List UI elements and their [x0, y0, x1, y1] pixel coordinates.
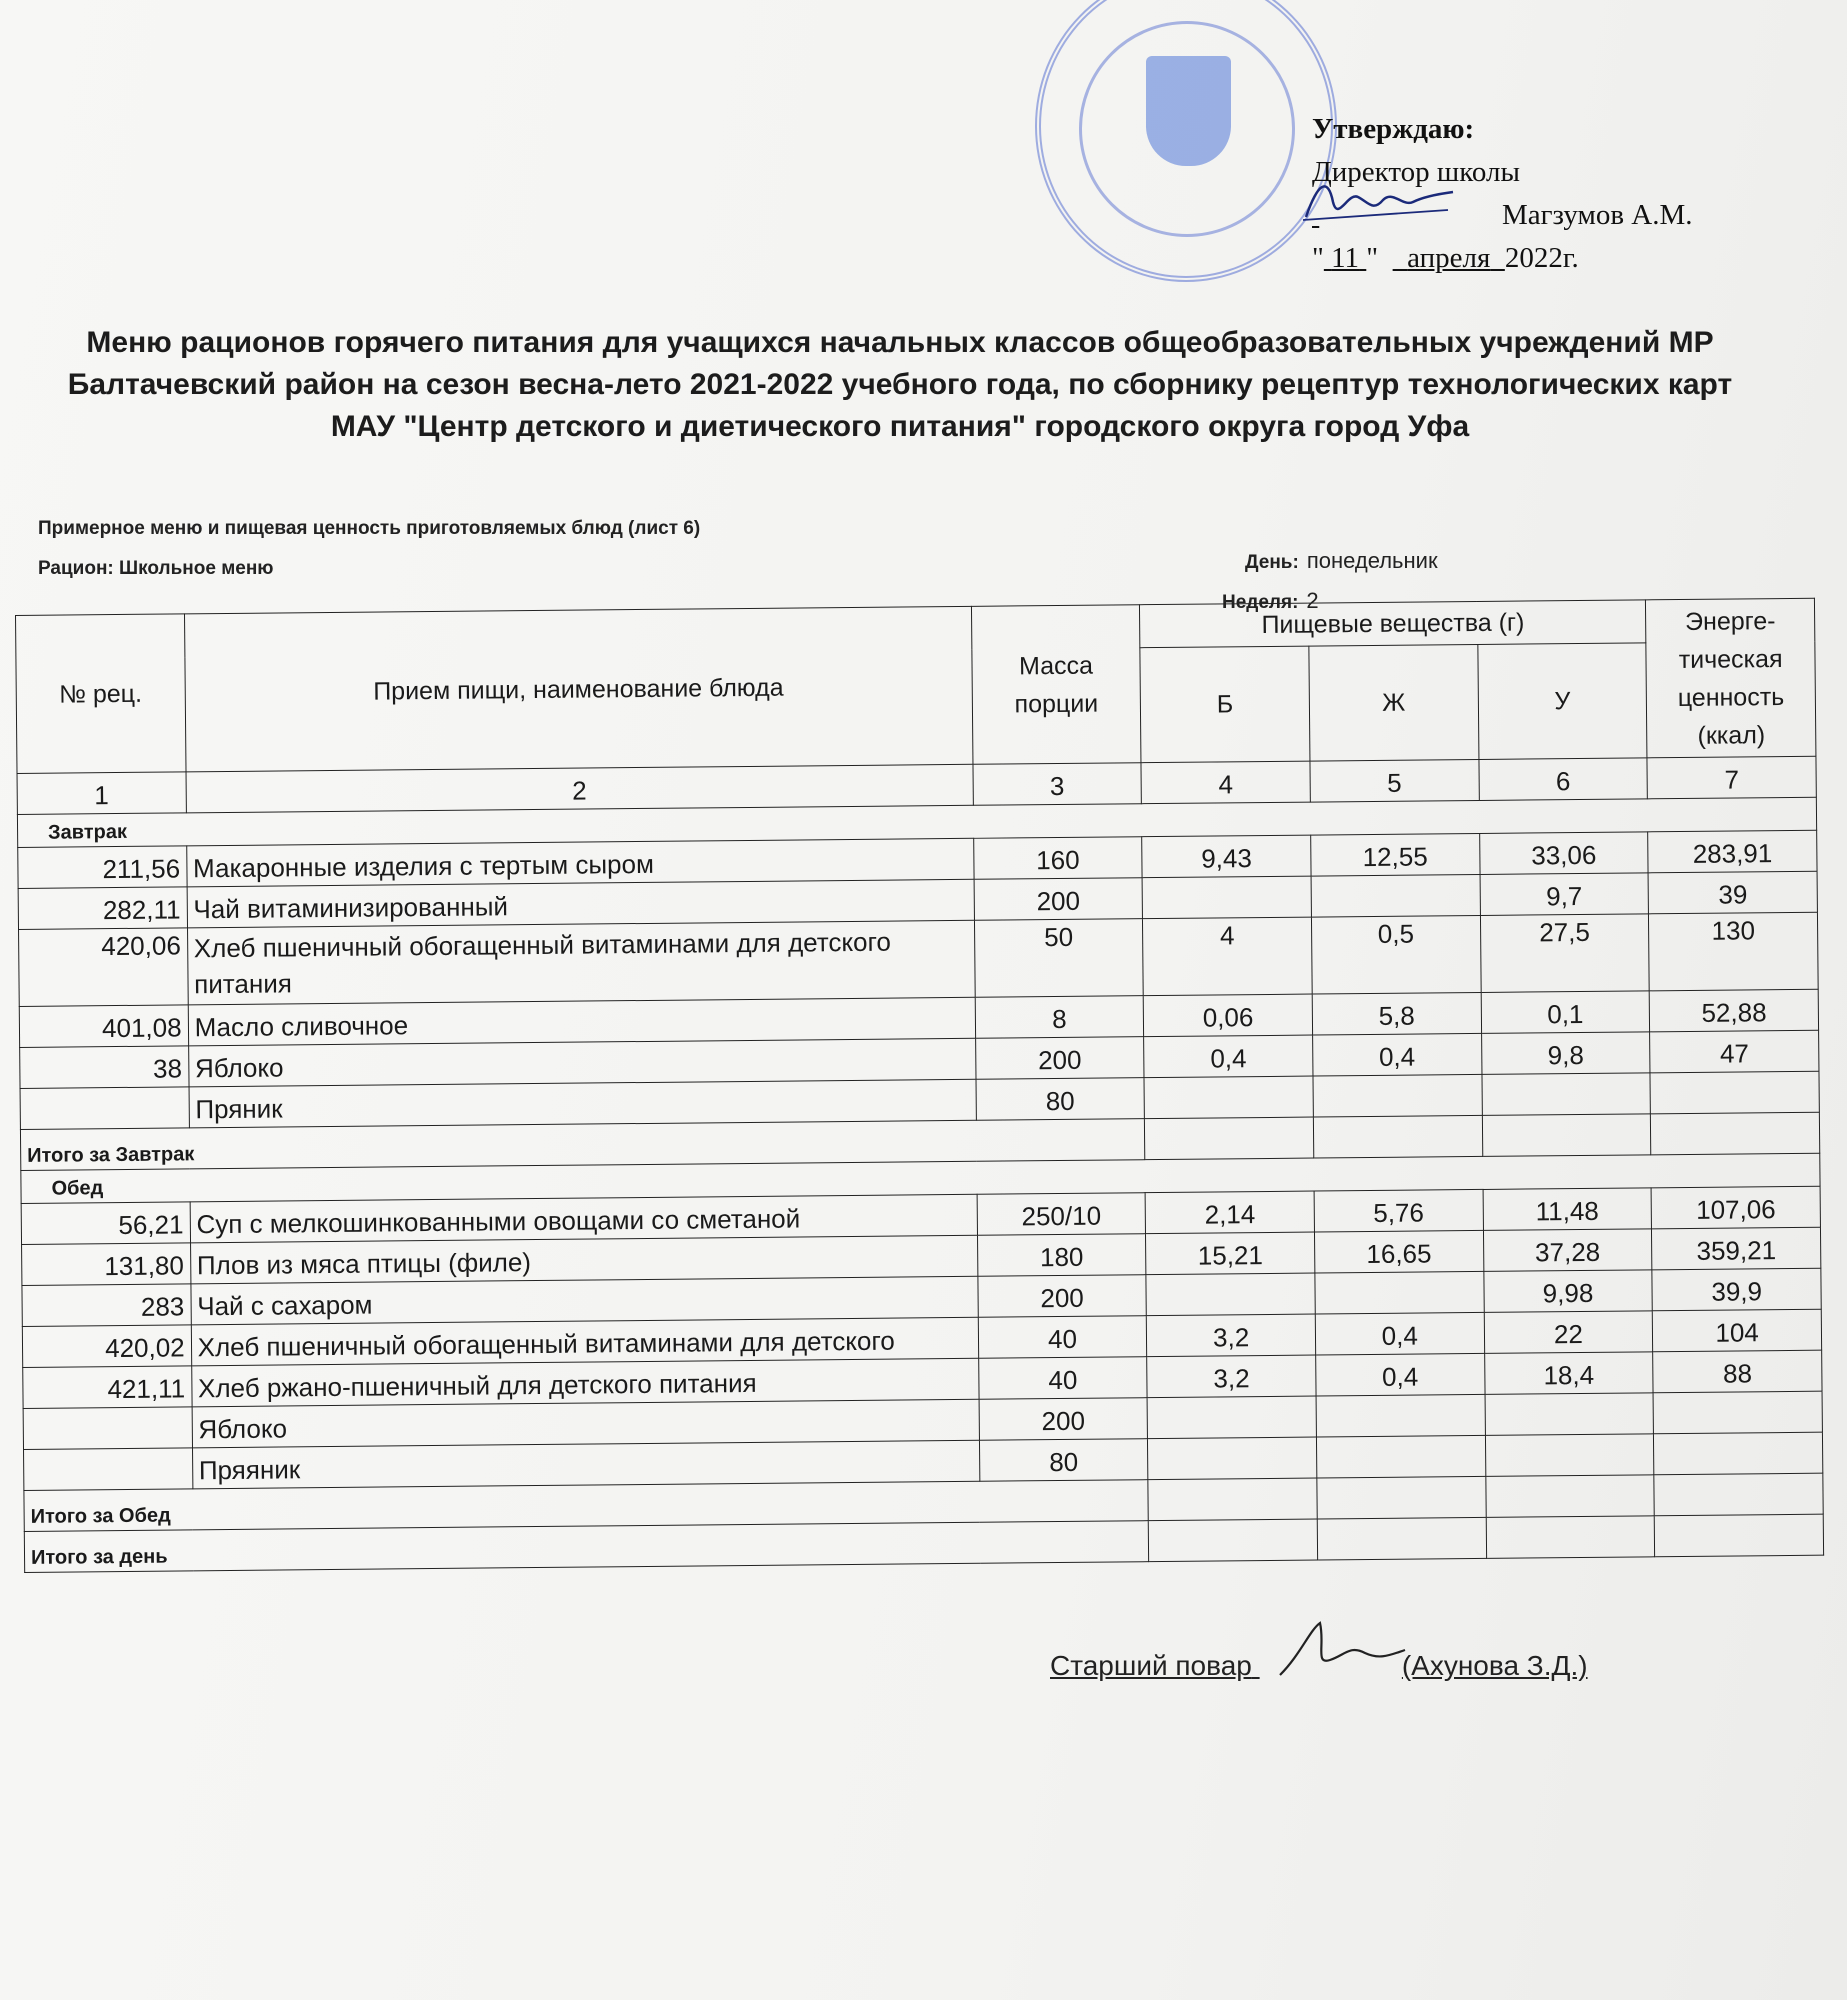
cell-dish: Плов из мяса птицы (филе) [190, 1235, 977, 1284]
header-energy: Энерге-тическая ценность (ккал) [1646, 598, 1816, 758]
cell-rec: 282,11 [18, 887, 187, 930]
cell-mass: 250/10 [977, 1193, 1146, 1236]
cell-protein: 3,2 [1147, 1355, 1316, 1398]
cell-carbs [1485, 1393, 1654, 1436]
cell-mass: 200 [979, 1398, 1148, 1441]
cell-fat [1316, 1435, 1485, 1478]
cell-fat: 0,4 [1313, 1033, 1482, 1076]
col-number: 4 [1141, 761, 1310, 804]
cell-rec: 421,11 [23, 1366, 192, 1409]
cell-mass: 40 [978, 1316, 1147, 1359]
col-number: 6 [1479, 758, 1648, 801]
cell-protein: 9,43 [1142, 835, 1311, 878]
cell-mass: 80 [979, 1439, 1148, 1482]
breakfast-label: Завтрак [17, 797, 1816, 847]
director-signature [1298, 172, 1458, 232]
cell-protein [1142, 876, 1311, 919]
cell-protein [1146, 1273, 1315, 1316]
cell-rec: 420,02 [22, 1325, 191, 1368]
cell-dish: Пряяник [192, 1440, 979, 1489]
cell-protein: 3,2 [1147, 1314, 1316, 1357]
cell-carbs [1485, 1434, 1654, 1477]
cell-dish: Яблоко [188, 1038, 975, 1087]
approval-year: 2022г. [1504, 242, 1579, 274]
cell-kcal: 283,91 [1648, 830, 1817, 873]
header-rec: № рец. [16, 614, 186, 774]
cell-rec: 283 [22, 1284, 191, 1327]
cook-title: Старший повар [1050, 1650, 1252, 1681]
cell-kcal: 104 [1653, 1309, 1822, 1352]
cell-rec: 56,21 [21, 1202, 190, 1245]
cell-carbs: 11,48 [1483, 1188, 1652, 1231]
cell-mass: 50 [974, 919, 1143, 998]
approval-position: Директор школы [1312, 156, 1520, 188]
header-mass: Масса порции [971, 605, 1141, 765]
cell-mass: 200 [978, 1275, 1147, 1318]
approval-month: апреля [1407, 242, 1491, 274]
cell-kcal [1651, 1112, 1820, 1155]
cell-carbs: 9,98 [1483, 1270, 1652, 1313]
cell-carbs: 37,28 [1483, 1229, 1652, 1272]
cell-kcal: 130 [1649, 912, 1818, 991]
cell-kcal: 52,88 [1649, 989, 1818, 1032]
cell-fat [1313, 1074, 1482, 1117]
cell-fat [1317, 1517, 1486, 1560]
cell-protein [1144, 1076, 1313, 1119]
day-label: День: [1245, 552, 1299, 573]
cell-kcal [1650, 1071, 1819, 1114]
cell-mass: 8 [975, 996, 1144, 1039]
cell-kcal [1655, 1514, 1824, 1557]
cell-fat: 12,55 [1311, 833, 1480, 876]
cell-fat [1315, 1271, 1484, 1314]
cook-signature [1270, 1615, 1410, 1685]
cell-carbs: 27,5 [1480, 914, 1649, 993]
school-stamp [1035, 0, 1337, 282]
cell-dish: Макаронные изделия с тертым сыром [186, 838, 973, 887]
cell-kcal: 39,9 [1652, 1268, 1821, 1311]
cell-protein: 15,21 [1146, 1232, 1315, 1275]
cell-dish: Хлеб пшеничный обогащенный витаминами для детского питания [187, 920, 975, 1005]
cell-protein: 4 [1143, 917, 1312, 996]
cell-fat [1311, 874, 1480, 917]
header-carbs: У [1477, 643, 1647, 760]
col-number: 2 [186, 764, 973, 813]
cell-protein: 0,4 [1144, 1035, 1313, 1078]
cell-kcal: 107,06 [1651, 1186, 1820, 1229]
cell-dish: Чай с сахаром [191, 1276, 978, 1325]
day-total-label: Итого за день [24, 1521, 1149, 1573]
cell-fat: 5,76 [1314, 1189, 1483, 1232]
approval-heading: Утверждаю: [1312, 113, 1475, 145]
lunch-label: Обед [21, 1153, 1820, 1203]
approval-name: Магзумов А.М. [1502, 199, 1693, 231]
cell-dish: Масло сливочное [188, 997, 975, 1046]
cell-rec: 401,08 [19, 1005, 188, 1048]
cell-carbs: 33,06 [1479, 832, 1648, 875]
cell-kcal: 47 [1650, 1030, 1819, 1073]
subtitle: Примерное меню и пищевая ценность приготовляемых блюд (лист 6) [38, 518, 701, 539]
cell-rec: 420,06 [19, 928, 188, 1007]
cell-rec: 131,80 [22, 1243, 191, 1286]
cell-fat: 0,4 [1315, 1312, 1484, 1355]
cell-carbs: 22 [1484, 1311, 1653, 1354]
cell-carbs: 18,4 [1484, 1352, 1653, 1395]
cell-rec: 38 [20, 1046, 189, 1089]
header-dish: Прием пищи, наименование блюда [184, 606, 973, 772]
cell-rec [24, 1448, 193, 1491]
cell-mass: 160 [973, 837, 1142, 880]
cell-protein [1149, 1519, 1318, 1562]
cell-dish: Хлеб пшеничный обогащенный витаминами для детского [191, 1317, 978, 1366]
cell-mass: 200 [974, 878, 1143, 921]
menu-table [15, 598, 1824, 1573]
approval-day: 11 [1331, 242, 1360, 274]
cell-fat: 0,4 [1316, 1353, 1485, 1396]
cell-dish: Яблоко [192, 1399, 979, 1448]
coat-of-arms-icon [1146, 56, 1231, 166]
cell-carbs: 9,7 [1480, 873, 1649, 916]
cell-protein [1147, 1396, 1316, 1439]
approval-date: " 11 " апреля 2022г. [1312, 242, 1579, 274]
cell-kcal [1653, 1391, 1822, 1434]
cell-carbs [1486, 1516, 1655, 1559]
cell-protein [1145, 1117, 1314, 1160]
cell-kcal [1654, 1432, 1823, 1475]
week-label: Неделя: [1222, 592, 1299, 613]
cell-dish: Суп с мелкошинкованными овощами со сметаной [190, 1194, 977, 1243]
cell-carbs: 0,1 [1481, 991, 1650, 1034]
cell-carbs [1482, 1073, 1651, 1116]
cook-name: (Ахунова З.Д.) [1401, 1650, 1588, 1681]
cell-mass: 180 [977, 1234, 1146, 1277]
ration-label: Рацион: Школьное меню [38, 558, 274, 579]
week-value: 2 [1306, 588, 1319, 613]
header-fat: Ж [1309, 644, 1479, 761]
cell-dish: Чай витаминизированный [187, 879, 974, 928]
cell-dish: Хлеб ржано-пшеничный для детского питания [191, 1358, 978, 1407]
cell-kcal [1654, 1473, 1823, 1516]
cell-fat [1316, 1394, 1485, 1437]
day-field [1245, 548, 1438, 574]
cell-fat: 0,5 [1311, 915, 1480, 994]
cell-kcal: 359,21 [1652, 1227, 1821, 1270]
cell-dish: Пряник [189, 1079, 976, 1128]
cell-protein: 2,14 [1145, 1191, 1314, 1234]
lunch-total-label: Итого за Обед [24, 1480, 1149, 1532]
cell-fat: 16,65 [1314, 1230, 1483, 1273]
document-title: Меню рационов горячего питания для учащихся начальных классов общеобразовательных учреждений МР Балтачевский район на сезон весна-лето 2021-2022 учебного года, по сборнику рецептур технологических карт МАУ "Центр детского и диетического питания" городского округа город Уфа [67, 326, 1733, 443]
cell-protein [1148, 1437, 1317, 1480]
cell-protein [1148, 1478, 1317, 1521]
cell-carbs [1485, 1475, 1654, 1518]
cell-protein: 0,06 [1144, 994, 1313, 1037]
cell-kcal: 39 [1648, 871, 1817, 914]
col-number: 5 [1310, 759, 1479, 802]
header-nutrients: Пищевые вещества (г) [1140, 600, 1646, 648]
col-number: 1 [17, 772, 186, 815]
col-number: 3 [973, 763, 1142, 806]
col-number: 7 [1647, 756, 1816, 799]
cell-mass: 80 [976, 1078, 1145, 1121]
cell-carbs [1482, 1114, 1651, 1157]
cell-fat [1313, 1115, 1482, 1158]
header-protein: Б [1140, 646, 1310, 763]
cell-fat: 5,8 [1312, 992, 1481, 1035]
breakfast-total-label: Итого за Завтрак [20, 1119, 1145, 1171]
cell-rec [23, 1407, 192, 1450]
cell-rec: 211,56 [18, 846, 187, 889]
cell-carbs: 9,8 [1481, 1032, 1650, 1075]
cell-fat [1317, 1476, 1486, 1519]
cell-mass: 40 [978, 1357, 1147, 1400]
day-value: понедельник [1306, 548, 1438, 573]
cell-rec [20, 1087, 189, 1130]
cell-kcal: 88 [1653, 1350, 1822, 1393]
cell-mass: 200 [975, 1037, 1144, 1080]
